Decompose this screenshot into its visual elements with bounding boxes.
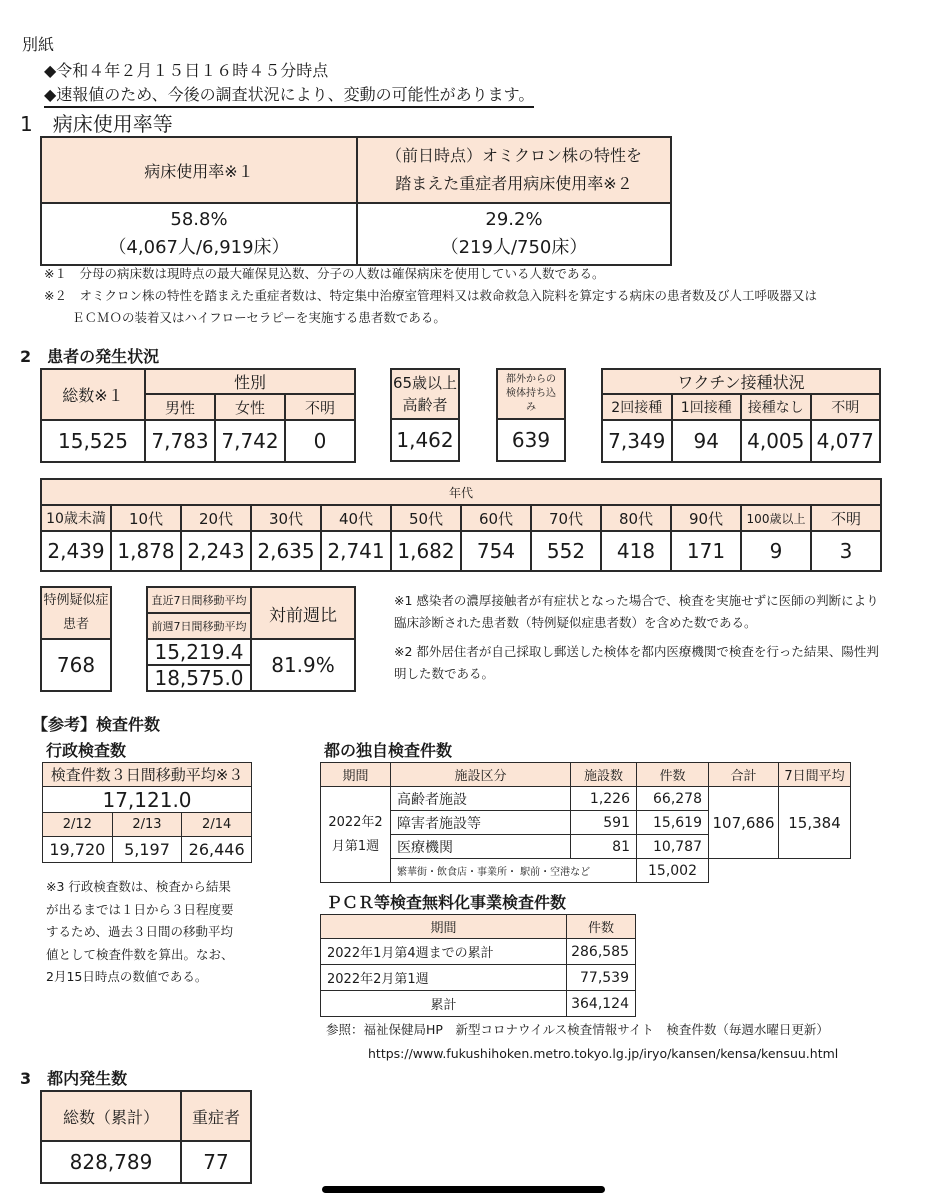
own-header: 7日間平均	[779, 763, 851, 787]
pcr-test-table	[320, 914, 636, 1017]
pcr-period: 累計	[321, 991, 567, 1017]
admin-date-header: 2/14	[182, 813, 252, 837]
pcr-period: 2022年1月第4週までの累計	[321, 939, 567, 965]
female-header: 女性	[215, 394, 285, 420]
admin-note-line: 2月15日時点の数値である。	[46, 969, 208, 984]
age-col-header: 50代	[391, 505, 461, 531]
sex-unknown-header: 不明	[285, 394, 355, 420]
age-col-header: 90代	[671, 505, 741, 531]
admin-date-value: 19,720	[43, 837, 113, 863]
age-col-header: 20代	[181, 505, 251, 531]
suspected-header-line2: 患者	[62, 617, 89, 632]
age-value: 418	[601, 531, 671, 571]
pcr-cases: 77,539	[567, 965, 636, 991]
admin-date-value: 26,446	[182, 837, 252, 863]
avg-prev-value: 18,575.0	[147, 665, 251, 691]
admin-date-value: 5,197	[112, 837, 182, 863]
vaccine-col-header: 不明	[811, 394, 881, 420]
sex-unknown-value: 0	[285, 420, 355, 462]
ratio-value: 81.9%	[251, 639, 355, 691]
section2-note2-line1: ※2 都外居住者が自己採取し郵送した検体を都内医療機関で検査を行った結果、陽性判	[394, 644, 879, 659]
moving-average-table	[146, 586, 356, 692]
admin-note-line: ※3 行政検査数は、検査から結果	[46, 879, 231, 894]
section2-note2-line2: 明した数である。	[394, 666, 495, 681]
age-col-header: 不明	[811, 505, 881, 531]
section1-title: 1 病床使用率等	[20, 112, 173, 136]
outside-header-line3: み	[526, 402, 536, 413]
pcr-period: 2022年2月第1週	[321, 965, 567, 991]
sex-header: 性別	[145, 369, 355, 394]
vaccine-value: 94	[672, 420, 742, 462]
admin-date-header: 2/13	[112, 813, 182, 837]
timestamp: ◆令和４年２月１５日１６時４５分時点	[44, 61, 329, 80]
severe-value: 77	[181, 1141, 251, 1183]
male-header: 男性	[145, 394, 215, 420]
vaccine-table	[601, 368, 881, 463]
empty-cell	[709, 859, 779, 883]
section1-note2-line2: ＥＣＭＯの装着又はハイフローセラピーを実施する患者数である。	[72, 310, 446, 325]
male-value: 7,783	[145, 420, 215, 462]
age-value: 9	[741, 531, 811, 571]
admin-test-table	[42, 762, 252, 863]
own-header: 件数	[637, 763, 709, 787]
age-col-header: 70代	[531, 505, 601, 531]
own-period-line1: 2022年2	[328, 814, 383, 830]
home-indicator[interactable]	[322, 1186, 605, 1193]
own-facility-count: 1,226	[571, 787, 637, 811]
vaccine-col-header: 接種なし	[741, 394, 811, 420]
outside-header-line1: 都外からの	[506, 374, 556, 385]
total-sex-table	[40, 368, 356, 463]
own-header: 施設数	[571, 763, 637, 787]
avg-recent-value: 15,219.4	[147, 639, 251, 665]
suspected-value: 768	[41, 639, 111, 691]
age-value: 2,439	[41, 531, 111, 571]
own-header: 期間	[321, 763, 391, 787]
age-col-header: 100歳以上	[741, 505, 811, 531]
own-header: 合計	[709, 763, 779, 787]
age-value: 754	[461, 531, 531, 571]
own-facility: 障害者施設等	[391, 811, 571, 835]
admin-test-header: 検査件数３日間移動平均※３	[43, 763, 252, 787]
own-period	[321, 787, 391, 883]
own-period-line2: 月第1週	[331, 838, 380, 854]
own-facility: 高齢者施設	[391, 787, 571, 811]
elderly-header-line1: 65歳以上	[392, 374, 458, 392]
tokyo-total-table	[40, 1090, 252, 1184]
severe-bed-usage-detail: （219人/750床）	[440, 237, 588, 258]
total-header: 総数※１	[41, 369, 145, 420]
vaccine-value: 4,077	[811, 420, 881, 462]
section1-note2-line1: ※２ オミクロン株の特性を踏まえた重症者数は、特定集中治療室管理料又は救命救急入院料を算定する病床の患者数及び人工呼吸器又は	[44, 288, 817, 303]
outside-header-line2: 検体持ち込	[506, 388, 556, 399]
own-test-title: 都の独自検査件数	[324, 741, 453, 760]
outside-samples-header	[497, 369, 565, 419]
vaccine-col-header: 2回接種	[602, 394, 672, 420]
severe-bed-usage-value	[357, 203, 671, 265]
elderly-header	[391, 369, 459, 419]
suspected-header	[41, 587, 111, 639]
source-reference: 参照：福祉保健局HP 新型コロナウイルス検査情報サイト 検査件数（毎週水曜日更新）	[326, 1022, 829, 1037]
own-weekly-average: 15,384	[779, 787, 851, 859]
section2-note1-line2: 臨床診断された患者数（特例疑似症患者数）を含めた数である。	[394, 615, 757, 630]
pcr-test-title: ＰＣＲ等検査無料化事業検査件数	[326, 893, 567, 912]
admin-note-line: が出るまでは１日から３日程度要	[46, 901, 234, 917]
severe-bed-header-line1: （前日時点）オミクロン株の特性を	[385, 146, 642, 165]
age-header: 年代	[41, 479, 881, 505]
pcr-header: 件数	[567, 915, 636, 939]
severe-bed-usage-header	[357, 137, 671, 203]
bed-usage-header: 病床使用率※１	[41, 137, 357, 203]
elderly-header-line2: 高齢者	[402, 396, 448, 414]
own-facility-count: 591	[571, 811, 637, 835]
admin-test-title: 行政検査数	[46, 741, 127, 760]
age-col-header: 10歳未満	[41, 505, 111, 531]
bed-usage-rate: 58.8%	[170, 209, 228, 230]
bed-usage-detail: （4,067人/6,919床）	[108, 237, 290, 258]
tokyo-total-header: 総数（累計）	[41, 1091, 181, 1141]
attachment-label: 別紙	[22, 35, 55, 54]
empty-cell	[779, 859, 851, 883]
age-table	[40, 478, 882, 572]
pcr-header: 期間	[321, 915, 567, 939]
outside-samples-value: 639	[497, 419, 565, 461]
section1-note1: ※１ 分母の病床数は現時点の最大確保見込数、分子の人数は確保病床を使用している人数である。	[44, 266, 605, 281]
own-cases: 15,002	[637, 859, 709, 883]
admin-test-note	[46, 876, 234, 989]
own-test-table	[320, 762, 851, 883]
female-value: 7,742	[215, 420, 285, 462]
section2-title: 2 患者の発生状況	[20, 347, 160, 366]
section2-note1-line1: ※1 感染者の濃厚接触者が有症状となった場合で、検査を実施せずに医師の判断により	[394, 593, 879, 608]
own-cases: 15,619	[637, 811, 709, 835]
severe-bed-usage-rate: 29.2%	[485, 209, 543, 230]
suspected-table	[40, 586, 112, 692]
admin-note-line: 値として検査件数を算出。なお、	[46, 946, 234, 962]
admin-test-average: 17,121.0	[43, 787, 252, 813]
age-value: 552	[531, 531, 601, 571]
vaccine-value: 4,005	[741, 420, 811, 462]
own-header: 施設区分	[391, 763, 571, 787]
elderly-table	[390, 368, 460, 462]
severe-bed-header-line2: 踏まえた重症者用病床使用率※２	[395, 174, 633, 193]
own-cases: 10,787	[637, 835, 709, 859]
own-facility-count: 81	[571, 835, 637, 859]
avg-recent-label: 直近7日間移動平均	[147, 587, 251, 613]
bed-usage-table	[40, 136, 672, 266]
age-col-header: 80代	[601, 505, 671, 531]
age-col-header: 60代	[461, 505, 531, 531]
age-value: 1,878	[111, 531, 181, 571]
severe-header: 重症者	[181, 1091, 251, 1141]
pcr-cases: 364,124	[567, 991, 636, 1017]
vaccine-header: ワクチン接種状況	[602, 369, 880, 394]
age-col-header: 30代	[251, 505, 321, 531]
own-cases: 66,278	[637, 787, 709, 811]
section3-title: 3 都内発生数	[20, 1069, 128, 1088]
suspected-header-line1: 特例疑似症	[43, 593, 109, 608]
vaccine-value: 7,349	[602, 420, 672, 462]
source-url[interactable]: https://www.fukushihoken.metro.tokyo.lg.jp/iryo/kansen/kensa/kensuu.html	[368, 1046, 839, 1061]
outside-samples-table	[496, 368, 566, 462]
disclaimer: ◆速報値のため、今後の調査状況により、変動の可能性があります。	[44, 82, 534, 108]
pcr-cases: 286,585	[567, 939, 636, 965]
age-value: 2,741	[321, 531, 391, 571]
tokyo-total-value: 828,789	[41, 1141, 181, 1183]
own-facility: 繁華街・飲食店・事業所・ 駅前・空港など	[391, 859, 637, 883]
ratio-header: 対前週比	[251, 587, 355, 639]
bed-usage-value	[41, 203, 357, 265]
vaccine-col-header: 1回接種	[672, 394, 742, 420]
admin-date-header: 2/12	[43, 813, 113, 837]
own-total: 107,686	[709, 787, 779, 859]
total-value: 15,525	[41, 420, 145, 462]
reference-title: 【参考】検査件数	[32, 715, 161, 734]
age-col-header: 10代	[111, 505, 181, 531]
elderly-value: 1,462	[391, 419, 459, 461]
own-facility: 医療機関	[391, 835, 571, 859]
avg-prev-label: 前週7日間移動平均	[147, 613, 251, 639]
age-value: 2,243	[181, 531, 251, 571]
admin-note-line: するため、過去３日間の移動平均	[46, 924, 234, 939]
age-value: 2,635	[251, 531, 321, 571]
age-value: 3	[811, 531, 881, 571]
age-col-header: 40代	[321, 505, 391, 531]
age-value: 1,682	[391, 531, 461, 571]
age-value: 171	[671, 531, 741, 571]
